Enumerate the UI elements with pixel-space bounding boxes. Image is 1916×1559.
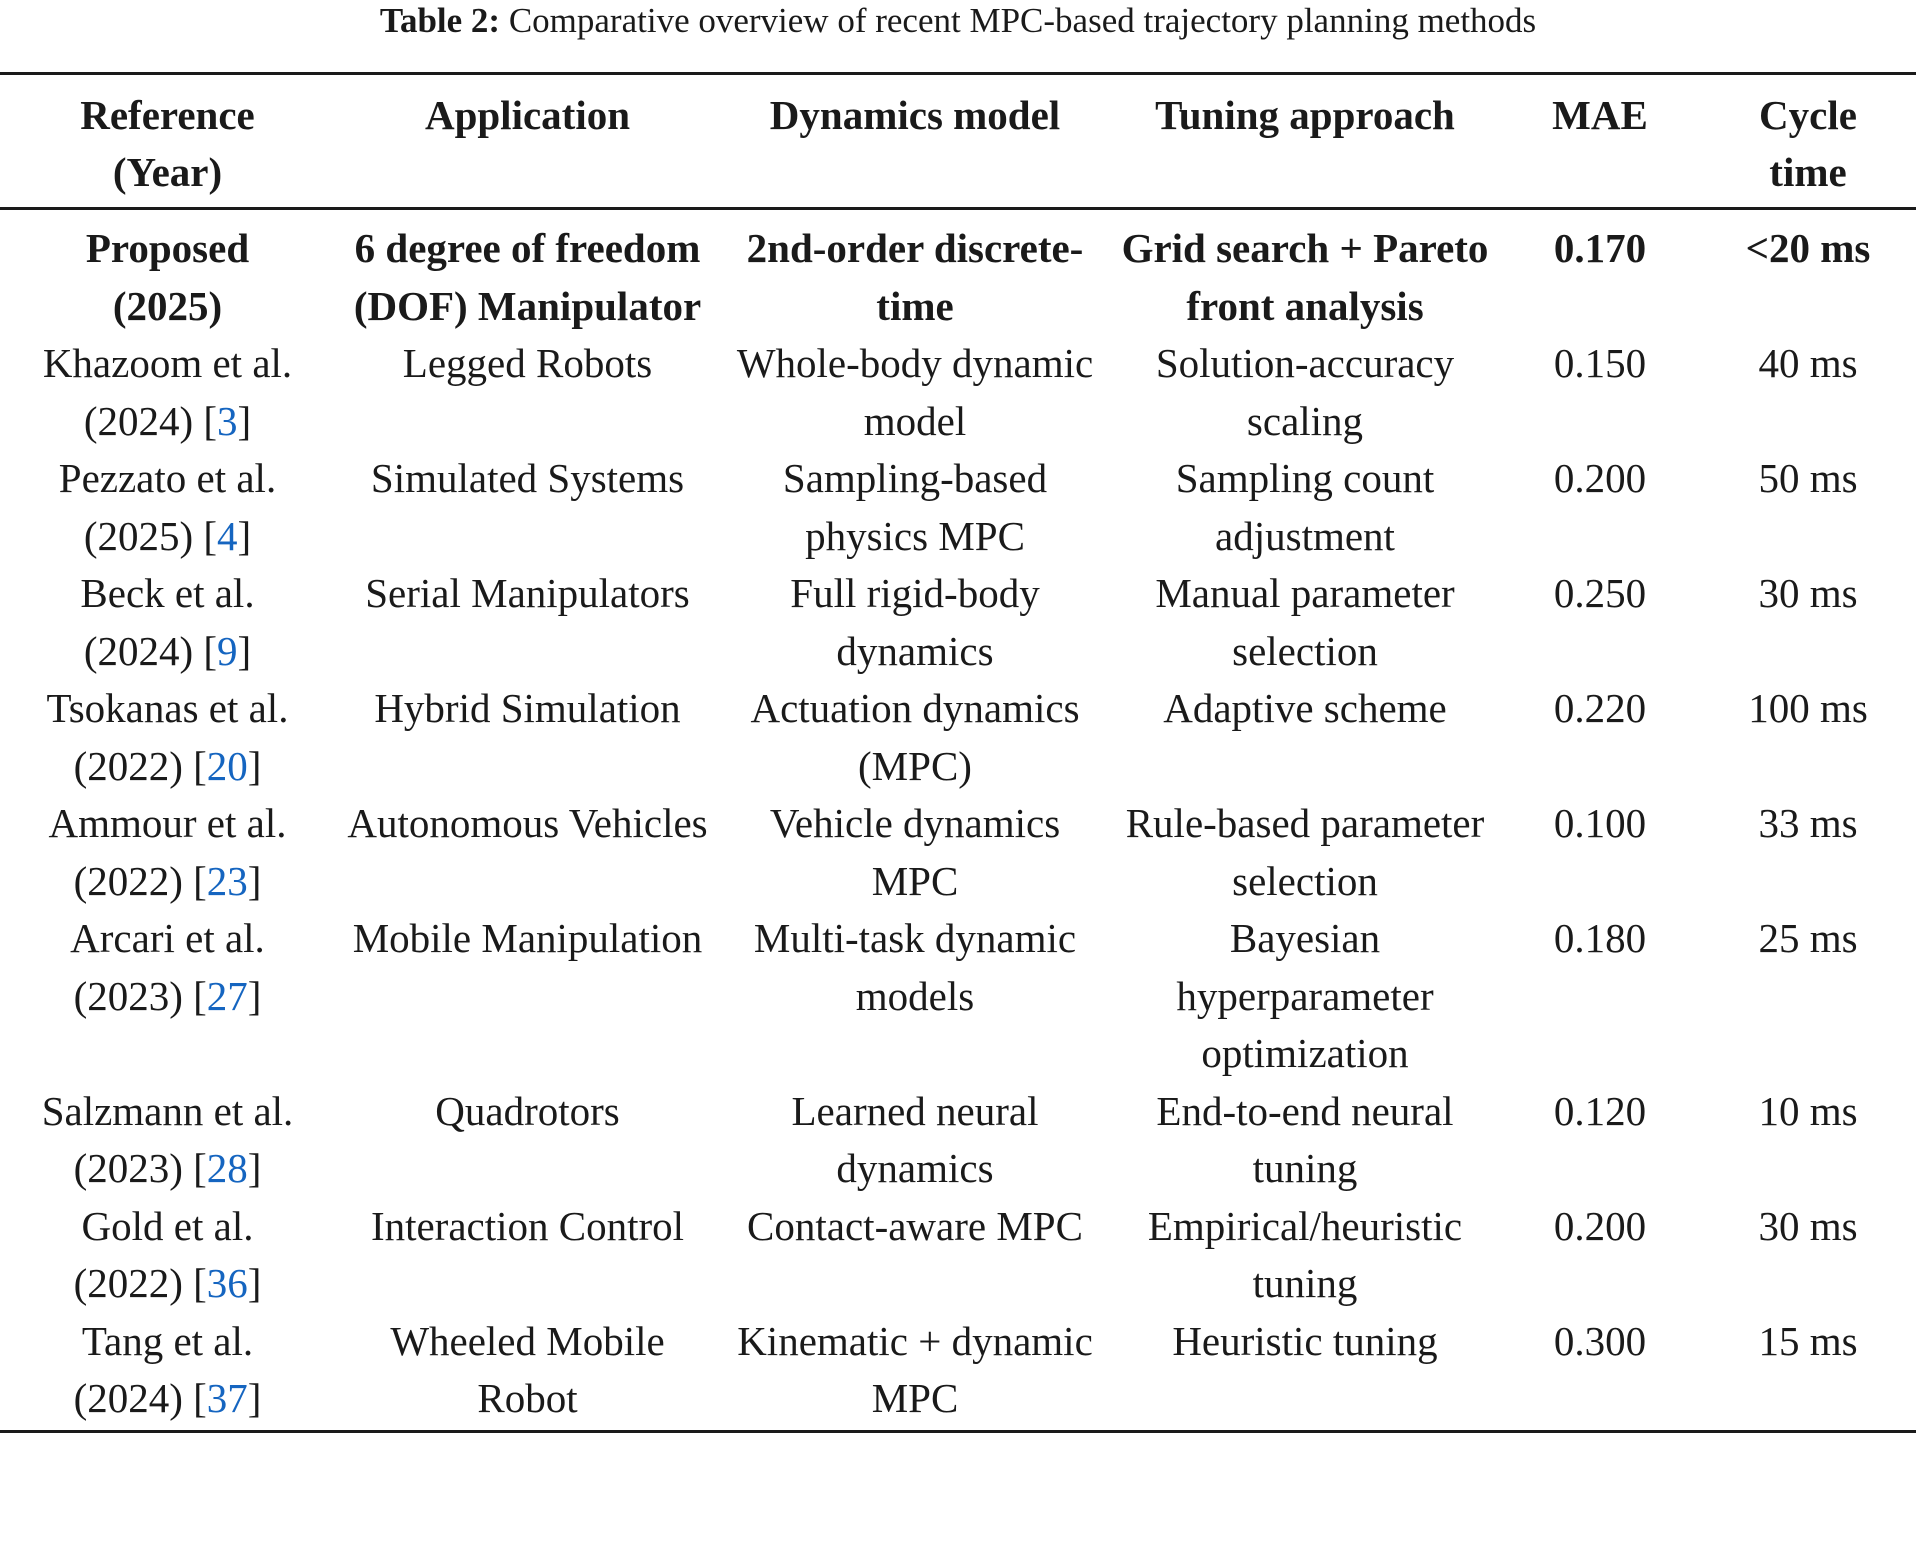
cell-mae: 0.150: [1553, 340, 1647, 386]
cell-dynamics-model: Contact-aware MPC: [747, 1202, 1083, 1249]
cell-mae: 0.170: [1553, 225, 1647, 271]
cell-mae: 0.200: [1553, 1202, 1647, 1249]
cell-cycle-time: 100 ms: [1748, 685, 1868, 731]
table-caption: [0, 0, 1916, 42]
cell-dynamics-model: Multi-task dynamic models: [753, 915, 1077, 1019]
cell-tuning-approach: Sampling count adjustment: [1175, 455, 1435, 559]
cell-cycle-time: 30 ms: [1758, 570, 1858, 616]
cell-reference: Beck et al. (2024) [9]: [80, 570, 255, 674]
reference-year: (2022): [73, 857, 183, 904]
cell-application: Wheeled Mobile Robot: [335, 1313, 720, 1432]
cell-dynamics-model: Actuation dynamics (MPC): [750, 685, 1080, 789]
table-caption-label: Table 2:: [379, 1, 501, 40]
header-tuning-approach: Tuning approach: [1110, 74, 1500, 209]
cell-application: Legged Robots: [402, 340, 653, 386]
table-row: [0, 1198, 1916, 1313]
cell-mae: 0.300: [1500, 1313, 1700, 1432]
cell-application: Serial Manipulators: [365, 570, 690, 616]
cell-reference: Tang et al. (2024) [37]: [0, 1313, 335, 1432]
table-row: [0, 795, 1916, 910]
reference-year: (2024): [83, 627, 194, 674]
cell-reference: Ammour et al. (2022) [23]: [48, 800, 287, 904]
table-header-row: [0, 74, 1916, 209]
citation-link[interactable]: 3: [217, 397, 238, 444]
reference-year: (2024): [83, 397, 194, 444]
table-body: [0, 209, 1916, 1432]
cell-cycle-time: 33 ms: [1758, 800, 1858, 846]
table-row: [0, 910, 1916, 1083]
cell-mae: 0.180: [1553, 915, 1647, 961]
cell-reference: Arcari et al. (2023) [27]: [70, 915, 265, 1019]
reference-year: (2022): [73, 742, 183, 789]
table-row: [0, 335, 1916, 450]
cell-reference: Khazoom et al. (2024) [3]: [42, 340, 293, 444]
cell-mae: 0.100: [1553, 800, 1647, 846]
reference-author: Pezzato et al.: [58, 455, 277, 501]
cell-dynamics-model: Full rigid-body dynamics: [790, 570, 1040, 674]
reference-author: Proposed: [85, 225, 250, 271]
cell-application: 6 degree of freedom (DOF) Manipulator: [353, 225, 702, 329]
cell-mae: 0.200: [1553, 455, 1647, 501]
header-cycle-time: Cycle time: [1700, 74, 1916, 209]
citation-link[interactable]: 9: [217, 627, 238, 674]
cell-cycle-time: 40 ms: [1758, 340, 1858, 386]
header-application: Application: [335, 74, 720, 209]
cell-reference: Salzmann et al. (2023) [28]: [41, 1087, 294, 1191]
table-row: [0, 680, 1916, 795]
cell-reference: Pezzato et al. (2025) [4]: [58, 455, 277, 559]
cell-cycle-time: 10 ms: [1758, 1087, 1858, 1134]
cell-application: Simulated Systems: [370, 455, 685, 501]
cell-cycle-time: 50 ms: [1758, 455, 1858, 501]
citation-link[interactable]: 28: [206, 1145, 248, 1191]
cell-tuning-approach: Bayesian hyperparameter optimization: [1176, 915, 1434, 1076]
comparison-table: [0, 72, 1916, 1433]
cell-tuning-approach: Heuristic tuning: [1110, 1313, 1500, 1432]
cell-mae: 0.120: [1553, 1087, 1647, 1134]
cell-dynamics-model: Kinematic + dynamic MPC: [720, 1313, 1110, 1432]
reference-author: Ammour et al.: [48, 800, 287, 846]
reference-year: (2025): [83, 512, 194, 559]
citation-link[interactable]: 36: [206, 1260, 248, 1306]
reference-year: (2025): [112, 282, 223, 329]
cell-application: Quadrotors: [435, 1087, 620, 1134]
cell-cycle-time: <20 ms: [1745, 225, 1871, 271]
cell-tuning-approach: Solution-accuracy scaling: [1155, 340, 1455, 444]
reference-author: Salzmann et al.: [41, 1087, 294, 1134]
cell-tuning-approach: Adaptive scheme: [1163, 685, 1447, 731]
cell-mae: 0.220: [1553, 685, 1647, 731]
cell-dynamics-model: Vehicle dynamics MPC: [769, 800, 1061, 904]
reference-author: Khazoom et al.: [42, 340, 293, 386]
cell-application: Mobile Manipulation: [352, 915, 703, 961]
table-row: [0, 565, 1916, 680]
cell-dynamics-model: Learned neural dynamics: [791, 1087, 1039, 1191]
reference-year: (2023): [73, 972, 183, 1019]
cell-tuning-approach: Rule-based parameter selection: [1125, 800, 1485, 904]
citation-link[interactable]: 27: [206, 972, 248, 1019]
table-row: [0, 1313, 1916, 1432]
reference-author: Gold et al.: [81, 1202, 254, 1249]
cell-cycle-time: 30 ms: [1758, 1202, 1858, 1249]
reference-year: (2022): [73, 1260, 183, 1306]
cell-dynamics-model: 2nd-order discrete-time: [746, 225, 1084, 329]
cell-tuning-approach: Manual parameter selection: [1155, 570, 1455, 674]
cell-application: Autonomous Vehicles: [347, 800, 708, 846]
cell-application: Hybrid Simulation: [374, 685, 681, 731]
citation-link[interactable]: 23: [206, 857, 248, 904]
header-mae: MAE: [1500, 74, 1700, 209]
table-row: [0, 1083, 1916, 1198]
reference-author: Tsokanas et al.: [46, 685, 289, 731]
reference-author: Arcari et al.: [70, 915, 265, 961]
reference-author: Tang et al.: [81, 1317, 254, 1364]
citation-link[interactable]: 37: [206, 1375, 248, 1421]
citation-link[interactable]: 20: [206, 742, 248, 789]
cell-tuning-approach: End-to-end neural tuning: [1156, 1087, 1454, 1191]
cell-application: Interaction Control: [370, 1202, 685, 1249]
reference-author: Beck et al.: [80, 570, 255, 616]
cell-dynamics-model: Sampling-based physics MPC: [782, 455, 1048, 559]
reference-year: (2023): [73, 1145, 183, 1191]
table-row: [0, 450, 1916, 565]
cell-cycle-time: 25 ms: [1758, 915, 1858, 961]
reference-year: (2024): [73, 1375, 183, 1421]
cell-mae: 0.250: [1553, 570, 1647, 616]
citation-link[interactable]: 4: [217, 512, 238, 559]
cell-dynamics-model: Whole-body dynamic model: [736, 340, 1094, 444]
table-caption-text: Comparative overview of recent MPC-based trajectory planning methods: [500, 1, 1537, 40]
header-reference: Reference (Year): [0, 74, 335, 209]
cell-reference: Gold et al. (2022) [36]: [73, 1202, 262, 1306]
cell-tuning-approach: Empirical/heuristic tuning: [1147, 1202, 1463, 1306]
cell-reference: [0, 209, 335, 336]
table-row: [0, 209, 1916, 336]
cell-tuning-approach: Grid search + Pareto front analysis: [1121, 225, 1489, 329]
header-dynamics-model: Dynamics model: [720, 74, 1110, 209]
cell-reference: Tsokanas et al. (2022) [20]: [46, 685, 289, 789]
cell-cycle-time: 15 ms: [1700, 1313, 1916, 1432]
